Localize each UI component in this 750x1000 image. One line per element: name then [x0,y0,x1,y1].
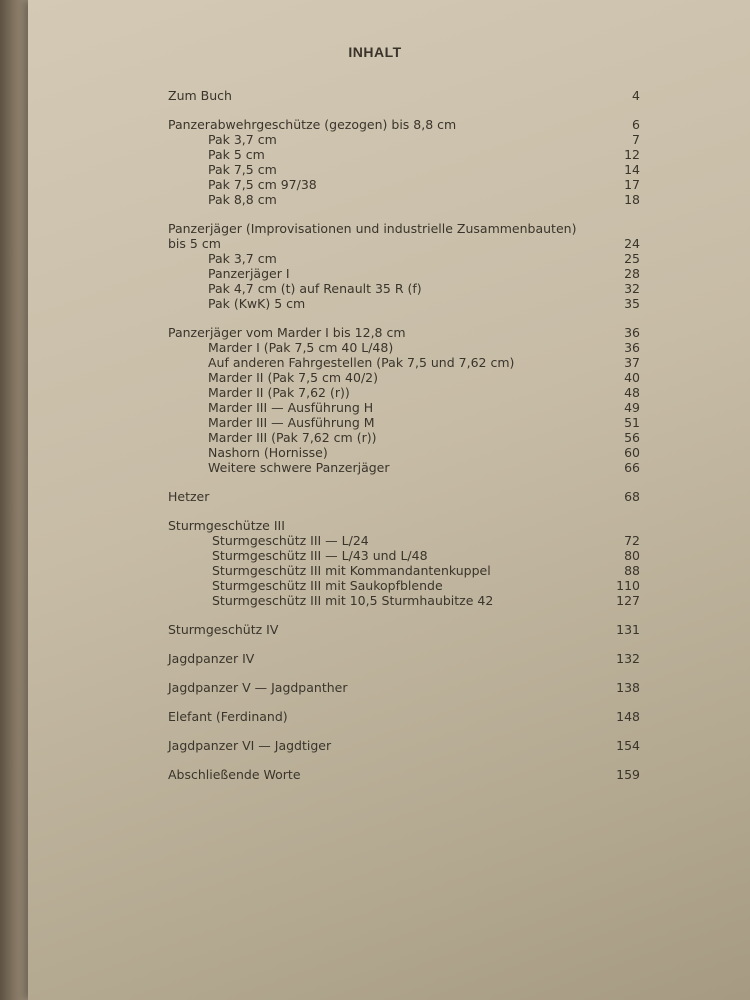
toc-entry-title: Pak 3,7 cm [208,251,277,266]
toc-entry-title: Pak (KwK) 5 cm [208,296,306,311]
toc-entry-title: Pak 7,5 cm 97/38 [208,177,317,192]
toc-entry-page-number: 4 [632,88,640,103]
toc-entry [168,370,640,385]
toc-entry [168,192,640,207]
toc-entry-page-number: 40 [624,370,640,385]
toc-entry-page-number: 49 [624,400,640,415]
toc-entry [168,117,640,132]
toc-entry-page-number: 127 [616,593,640,608]
toc-entry-page-number: 12 [624,147,640,162]
toc-entry-title: Marder III (Pak 7,62 cm (r)) [208,430,377,445]
toc-entry-title: Marder I (Pak 7,5 cm 40 L/48) [208,340,394,355]
toc-entry-page-number: 132 [616,651,640,666]
toc-entry-title: Jagdpanzer IV [168,651,255,666]
toc-entry-title: Marder III — Ausführung M [208,415,375,430]
toc-entry [168,281,640,296]
toc-entry-page-number: 88 [624,563,640,578]
toc-entry-title: Pak 4,7 cm (t) auf Renault 35 R (f) [208,281,422,296]
toc-entry-page-number: 36 [624,325,640,340]
toc-entry-title: Sturmgeschütz III mit Saukopfblende [212,578,443,593]
toc-entry [168,460,640,475]
toc-entry-title: Panzerjäger (Improvisationen und industrielle Zusammenbauten) [168,221,577,236]
toc-entry-title: Panzerjäger I [208,266,290,281]
toc-entry-title: Sturmgeschütz IV [168,622,279,637]
toc-entry-title: bis 5 cm [168,236,221,251]
toc-entry-page-number: 60 [624,445,640,460]
toc-entry-title: Pak 7,5 cm [208,162,277,177]
toc-entry [168,162,640,177]
toc-entry [168,548,640,563]
toc-entry [168,266,640,281]
toc-entry [168,236,640,251]
toc-entry-page-number: 68 [624,489,640,504]
toc-entry [168,651,640,666]
toc-entry-title: Sturmgeschütz III — L/24 [212,533,369,548]
toc-entry [168,221,640,236]
toc-group [168,680,640,695]
toc-group [168,221,640,311]
toc-entry-page-number: 28 [624,266,640,281]
toc-entry-title: Marder III — Ausführung H [208,400,374,415]
toc-entry-page-number: 72 [624,533,640,548]
toc-entry-page-number: 110 [616,578,640,593]
toc-entry-page-number: 25 [624,251,640,266]
toc-entry-page-number: 51 [624,415,640,430]
toc-entry [168,578,640,593]
toc-entry-title: Panzerabwehrgeschütze (gezogen) bis 8,8 cm [168,117,457,132]
toc-entry-page-number: 35 [624,296,640,311]
toc-entry-title: Weitere schwere Panzerjäger [208,460,390,475]
toc-entry-title: Sturmgeschütz III — L/43 und L/48 [212,548,428,563]
toc-entry-page-number: 148 [616,709,640,724]
toc-entry-title: Panzerjäger vom Marder I bis 12,8 cm [168,325,406,340]
toc-group [168,489,640,504]
toc-entry-page-number: 18 [624,192,640,207]
toc-entry-page-number: 32 [624,281,640,296]
toc-entry-title: Pak 8,8 cm [208,192,277,207]
toc-entry-page-number: 37 [624,355,640,370]
toc-entry-page-number: 24 [624,236,640,251]
toc-entry-title: Abschließende Worte [168,767,301,782]
table-of-contents [168,88,640,796]
toc-entry-title: Jagdpanzer VI — Jagdtiger [168,738,332,753]
toc-entry [168,251,640,266]
toc-entry-page-number: 36 [624,340,640,355]
toc-entry-title: Sturmgeschütz III mit 10,5 Sturmhaubitze 42 [212,593,494,608]
toc-entry-title: Zum Buch [168,88,232,103]
toc-entry-title: Elefant (Ferdinand) [168,709,288,724]
toc-entry [168,400,640,415]
toc-group [168,117,640,207]
toc-entry [168,88,640,103]
toc-group [168,325,640,475]
toc-entry-title: Hetzer [168,489,210,504]
toc-entry [168,177,640,192]
toc-entry-page-number: 154 [616,738,640,753]
toc-entry-page-number: 48 [624,385,640,400]
toc-entry-title: Sturmgeschütz III mit Kommandantenkuppel [212,563,491,578]
toc-entry [168,489,640,504]
toc-entry [168,518,640,533]
toc-entry [168,767,640,782]
toc-entry [168,415,640,430]
toc-entry-title: Jagdpanzer V — Jagdpanther [168,680,348,695]
toc-entry-page-number: 14 [624,162,640,177]
toc-entry [168,385,640,400]
toc-entry-page-number: 131 [616,622,640,637]
toc-entry-title: Sturmgeschütze III [168,518,285,533]
toc-entry [168,709,640,724]
toc-group [168,738,640,753]
toc-entry-page-number: 66 [624,460,640,475]
toc-entry [168,593,640,608]
toc-entry [168,355,640,370]
toc-entry [168,738,640,753]
toc-entry-page-number: 7 [632,132,640,147]
toc-entry [168,296,640,311]
toc-entry-page-number: 56 [624,430,640,445]
toc-entry-title: Marder II (Pak 7,5 cm 40/2) [208,370,378,385]
toc-group [168,88,640,103]
toc-entry [168,680,640,695]
toc-group [168,518,640,608]
toc-group [168,767,640,782]
toc-entry-title: Marder II (Pak 7,62 (r)) [208,385,350,400]
toc-group [168,651,640,666]
toc-entry [168,430,640,445]
book-spine-edge [0,0,28,1000]
toc-entry-page-number: 6 [632,117,640,132]
page-title: INHALT [348,44,402,60]
toc-entry [168,622,640,637]
toc-entry [168,325,640,340]
toc-entry-title: Pak 5 cm [208,147,265,162]
toc-entry [168,340,640,355]
toc-entry-page-number: 17 [624,177,640,192]
toc-entry-title: Pak 3,7 cm [208,132,277,147]
toc-entry-page-number: 159 [616,767,640,782]
toc-entry-page-number: 138 [616,680,640,695]
toc-entry-title: Nashorn (Hornisse) [208,445,328,460]
toc-entry [168,445,640,460]
toc-entry [168,563,640,578]
toc-entry [168,533,640,548]
toc-entry-page-number: 80 [624,548,640,563]
toc-entry [168,132,640,147]
toc-entry-title: Auf anderen Fahrgestellen (Pak 7,5 und 7,62 cm) [208,355,515,370]
toc-entry [168,147,640,162]
toc-group [168,709,640,724]
toc-group [168,622,640,637]
